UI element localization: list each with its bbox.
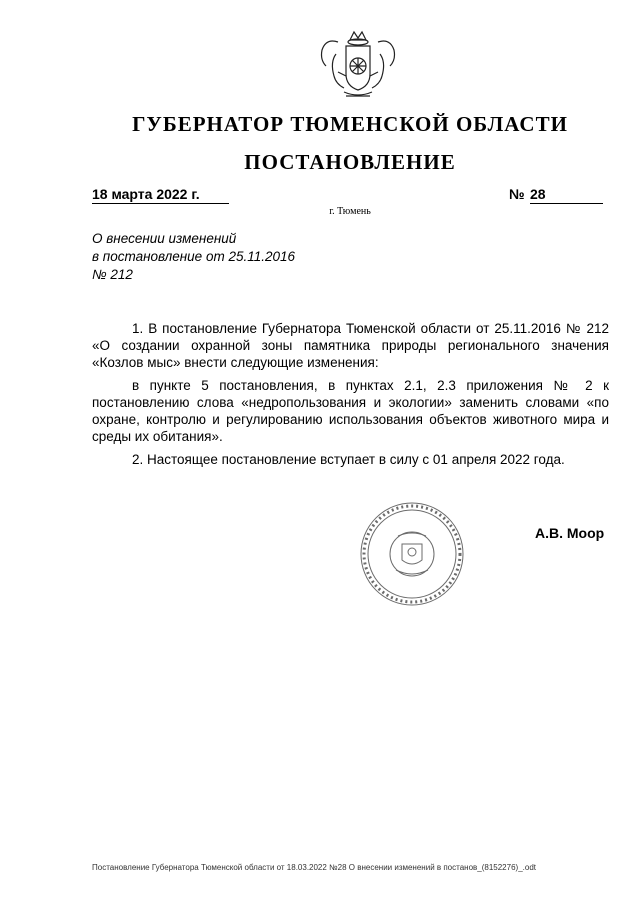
official-seal-icon bbox=[358, 500, 466, 608]
page-title: ГУБЕРНАТОР ТЮМЕНСКОЙ ОБЛАСТИ bbox=[132, 112, 568, 136]
city-label: г. Тюмень bbox=[329, 206, 371, 217]
subject-block bbox=[92, 230, 295, 284]
coat-of-arms-icon bbox=[316, 28, 400, 106]
subject-line: № 212 bbox=[92, 267, 133, 282]
document-body bbox=[92, 320, 609, 474]
document-number: 28 bbox=[530, 186, 603, 204]
footer-text: Постановление Губернатора Тюменской области от 18.03.2022 №28 О внесении изменений в постанов_(8152276)_.odt bbox=[92, 863, 536, 872]
number-label: № bbox=[509, 186, 525, 202]
body-paragraph: 1. В постановление Губернатора Тюменской области от 25.11.2016 № 212 «О создании охранной зоны памятника природы регионального значения «Козлов мыс» внести следующие изменения: bbox=[92, 321, 609, 370]
signature-name: А.В. Моор bbox=[535, 525, 605, 541]
subject-line: О внесении изменений bbox=[92, 231, 237, 246]
subject-line: в постановление от 25.11.2016 bbox=[92, 249, 296, 264]
body-paragraph: 2. Настоящее постановление вступает в силу с 01 апреля 2022 года. bbox=[132, 452, 565, 467]
body-paragraph: в пункте 5 постановления, в пунктах 2.1, 2.3 приложения № 2 к постановлению слова «недропользования и экологии» заменить словами «по охране, контролю и регулированию использования объектов животного мира и среды их обитания». bbox=[92, 378, 609, 444]
document-date: 18 марта 2022 г. bbox=[92, 186, 229, 204]
document-type-heading: ПОСТАНОВЛЕНИЕ bbox=[244, 150, 456, 174]
